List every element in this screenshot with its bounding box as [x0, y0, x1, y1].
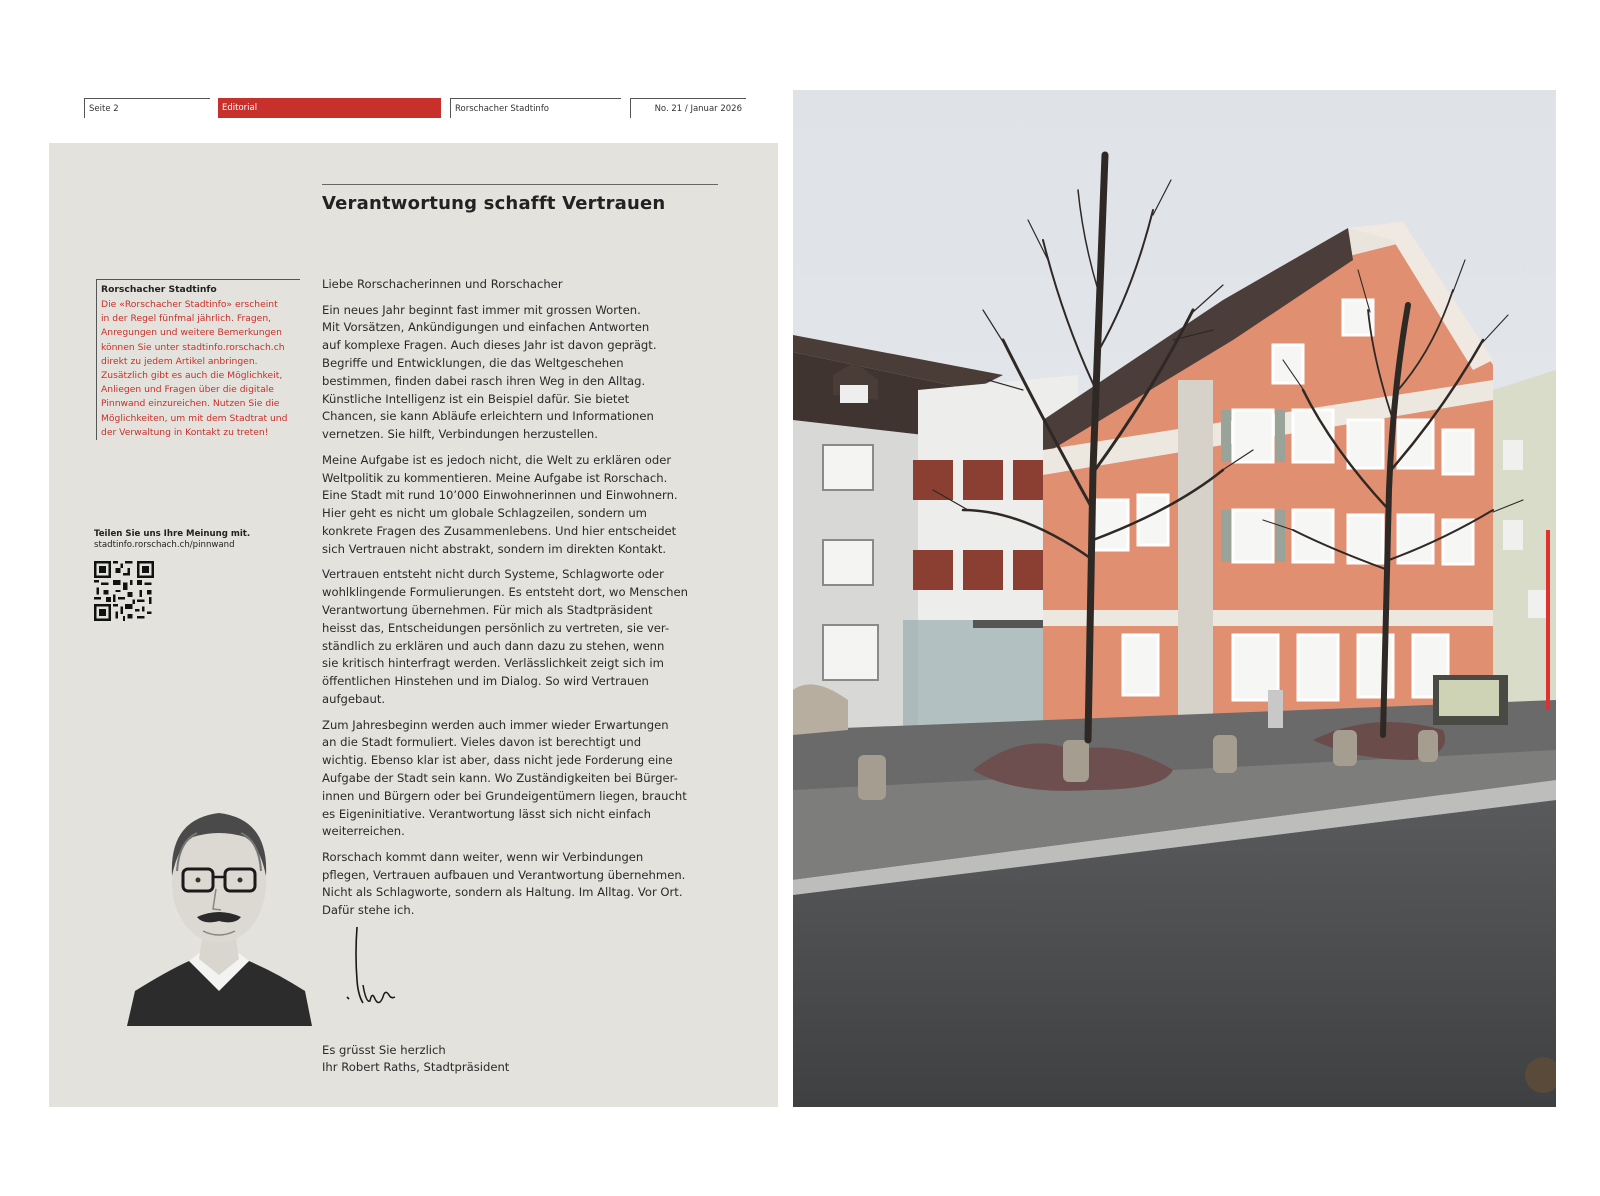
- qr-code-icon[interactable]: [94, 561, 154, 621]
- signature: [339, 925, 419, 1010]
- paragraph-4: Zum Jahresbeginn werden auch immer wieder Erwartungen an die Stadt formuliert. Vieles davon ist berechtigt und wichtig. Ebenso klar ist aber, dass nicht jede Forderung eine Aufgabe der Stadt sein kann. Wo Zuständigkeiten bei Bürger- innen und Bürgern oder bei Grundeigentümern liegen, braucht es Eigeninitiative. Verantwortung lässt sich nicht einfach weiterreichen.: [322, 717, 687, 839]
- article-title: Verantwortung schafft Vertrauen: [322, 193, 666, 214]
- share-block: [94, 529, 250, 551]
- publication-name: Rorschacher Stadtinfo: [450, 98, 621, 118]
- paragraph-5: Rorschach kommt dann weiter, wenn wir Verbindungen pflegen, Vertrauen aufbauen und Verantwortung übernehmen. Nicht als Schlagworte, sondern als Haltung. Im Alltag. Vor Ort. Dafür stehe ich.: [322, 849, 686, 918]
- title-rule: [322, 184, 718, 185]
- section-label: Editorial: [218, 98, 441, 118]
- paragraph-2: Meine Aufgabe ist es jedoch nicht, die Welt zu erklären oder Weltpolitik zu kommentieren. Meine Aufgabe ist Rorschach. Eine Stadt mit rund 10’000 Einwohnerinnen und Einwohnern. Hier geht es nicht um globale Schlagzeilen, sondern um konkrete Fragen des Zusammenlebens. Und hier entscheidet sich Vertrauen nicht abstrakt, sondern im direkten Kontakt.: [322, 452, 678, 556]
- info-box: [96, 279, 300, 440]
- issue-label: No. 21 / Januar 2026: [630, 98, 746, 118]
- article-body: [322, 276, 722, 928]
- paragraph-3: Vertrauen entsteht nicht durch Systeme, Schlagworte oder wohlklingende Formulierungen. Es entsteht dort, wo Menschen Verantwortung übernehmen. Für mich als Stadtpräsident heisst das, Entscheidungen persönlich zu vertreten, sie ver- ständlich zu erklären und auch dann dazu zu stehen, wenn sie kritisch hinterfragt werden. Verlässlichkeit zeigt sich im öffentlichen Hinstehen und im Dialog. So wird Vertrauen aufgebaut.: [322, 567, 688, 706]
- info-box-text: Die «Rorschacher Stadtinfo» erscheint in der Regel fünfmal jährlich. Fragen, Anregungen und weitere Bemerkungen können Sie unter stadtinfo.rorschach.ch direkt zu jedem Artikel anbringen. Zusätzlich gibt es auch die Möglichkeit, Anliegen und Fragen über die digitale Pinnwand einzureichen. Nutzen Sie die Möglichkeiten, um mit dem Stadtrat und der Verwaltung in Kontakt zu treten!: [101, 299, 288, 438]
- town-hall-photo: [793, 90, 1556, 1107]
- closing-greeting: Es grüsst Sie herzlich: [322, 1043, 446, 1057]
- closing-signatory: Ihr Robert Raths, Stadtpräsident: [322, 1059, 510, 1074]
- page-number: Seite 2: [84, 98, 210, 118]
- share-title: Teilen Sie uns Ihre Meinung mit.: [94, 529, 251, 539]
- info-box-title: Rorschacher Stadtinfo: [101, 284, 217, 295]
- share-url[interactable]: stadtinfo.rorschach.ch/pinnwand: [94, 540, 235, 550]
- closing: [322, 1042, 509, 1075]
- editorial-page: [49, 143, 778, 1107]
- portrait-illustration: [127, 791, 312, 1026]
- paragraph-1: Ein neues Jahr beginnt fast immer mit grossen Worten. Mit Vorsätzen, Ankündigungen und einfachen Antworten auf komplexe Fragen. Auch dieses Jahr ist davon geprägt. Begriffe und Entwicklungen, die das Weltgeschehen bestimmen, finden dabei rasch ihren Weg in den Alltag. Künstliche Intelligenz ist ein Beispiel dafür. Sie bietet Chancen, sie kann Abläufe erleichtern und Informationen vernetzen. Sie hilft, Verbindungen herzustellen.: [322, 302, 657, 442]
- salutation: Liebe Rorschacherinnen und Rorschacher: [322, 277, 563, 291]
